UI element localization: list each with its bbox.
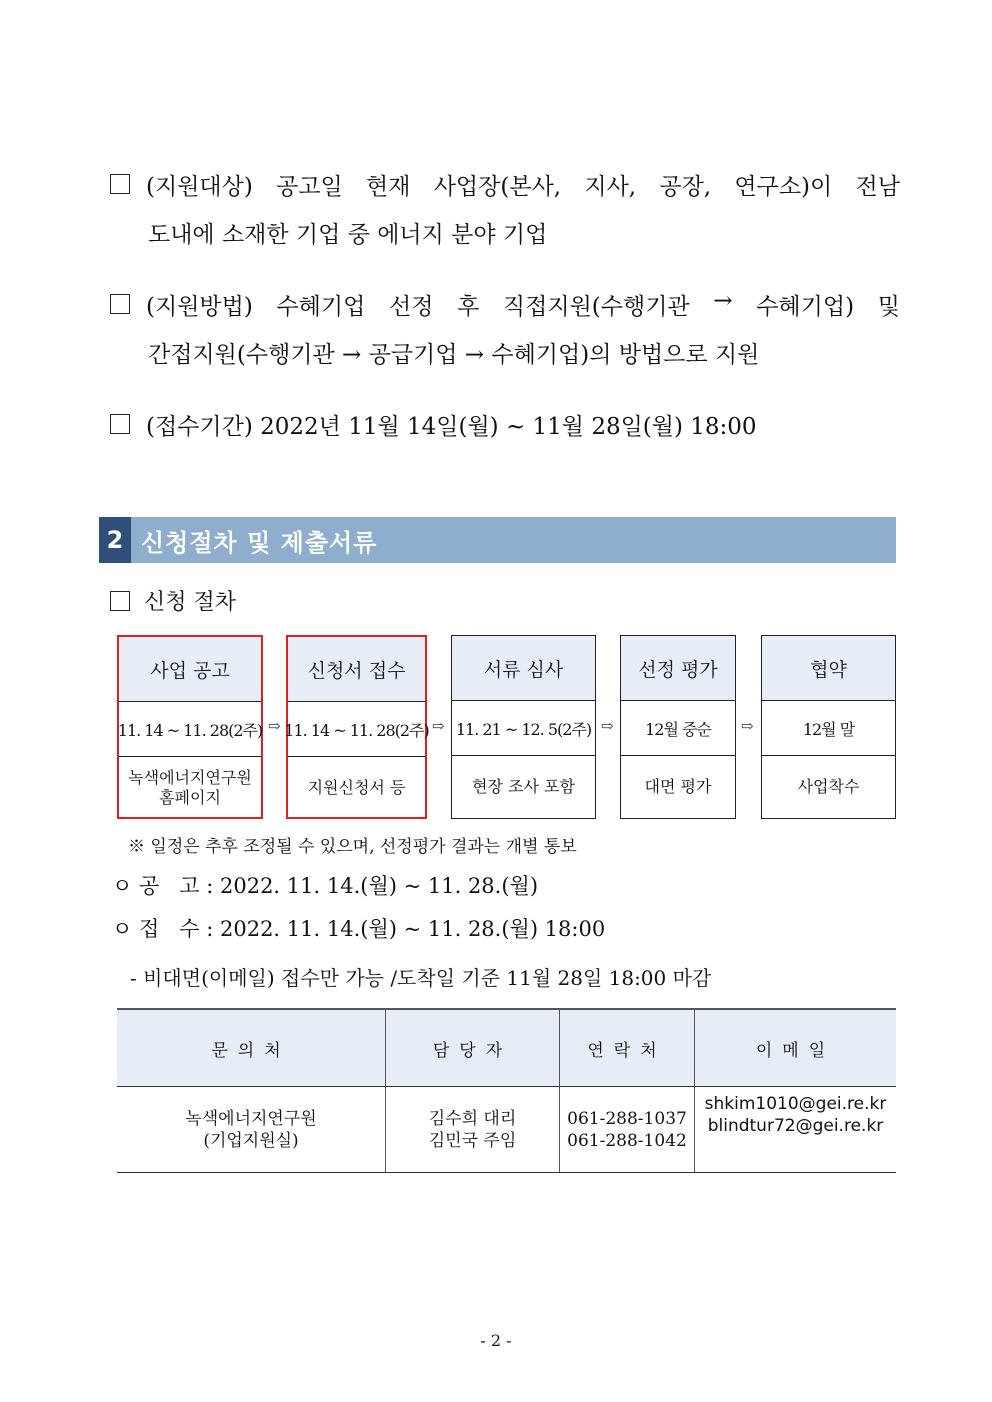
- step-selection: [620, 635, 736, 819]
- step-announcement: [117, 635, 263, 819]
- word: 수혜기업: [276, 293, 366, 320]
- step-desc: 현장 조사 포함: [472, 777, 575, 796]
- checkbox-icon: [110, 174, 130, 194]
- page-number: - 2 -: [480, 1331, 512, 1350]
- cell-phones: 061-288-1037 061-288-1042: [560, 1087, 695, 1173]
- arrow-icon: ⇨: [741, 717, 754, 735]
- word: 전남: [855, 173, 900, 200]
- contact-table: [117, 1008, 896, 1173]
- arrow-icon: ⇨: [268, 717, 281, 735]
- word: 공고일: [276, 173, 343, 200]
- item-period-line1: (접수기간) 2022년 11월 14일(월) ~ 11월 28일(월) 18:00: [146, 413, 757, 440]
- header-email: 이메일: [695, 1009, 897, 1087]
- step-date: 12월 말: [762, 701, 895, 756]
- submission-note: - 비대면(이메일) 접수만 가능 /도착일 기준 11월 28일 18:00 마감: [130, 966, 712, 990]
- word: 연구소)이: [734, 173, 833, 200]
- arrow-icon: ⇨: [601, 717, 614, 735]
- schedule-note: ※ 일정은 추후 조정될 수 있으며, 선정평가 결과는 개별 통보: [128, 837, 577, 857]
- schedule-announcement: ㅇ 공 고 : 2022. 11. 14.(월) ~ 11. 28.(월): [112, 874, 539, 898]
- step-date: 12월 중순: [621, 701, 735, 756]
- step-date: 11. 14 ~ 11. 28(2주): [288, 702, 425, 757]
- cell-persons: 김수희 대리 김민국 주임: [386, 1087, 560, 1173]
- header-phone: 연락처: [560, 1009, 695, 1087]
- step-document-review: [451, 635, 596, 819]
- step-date: 11. 21 ~ 12. 5(2주): [452, 701, 595, 756]
- section-title: 신청절차 및 제출서류: [141, 528, 378, 557]
- step-title: 선정 평가: [621, 636, 735, 701]
- item-method: [110, 286, 900, 368]
- arrow-icon: ⇨: [432, 717, 445, 735]
- header-org: 문의처: [117, 1009, 386, 1087]
- section-header: [99, 517, 896, 563]
- step-desc: 사업착수: [797, 777, 860, 796]
- word: →: [713, 287, 733, 314]
- step-application: [286, 635, 427, 819]
- step-title: 서류 심사: [452, 636, 595, 701]
- word: 수혜기업): [756, 293, 855, 320]
- cell-emails[interactable]: shkim1010@gei.re.kr blindtur72@gei.re.kr: [695, 1087, 897, 1173]
- schedule-application: ㅇ 접 수 : 2022. 11. 14.(월) ~ 11. 28.(월) 18:00: [112, 917, 606, 941]
- section-number: 2: [99, 517, 131, 563]
- word: 직접지원(수행기관: [502, 293, 690, 320]
- cell-org: 녹색에너지연구원 (기업지원실): [117, 1087, 386, 1173]
- step-desc: 녹색에너지연구원 홈페이지: [128, 768, 252, 807]
- checkbox-icon: [110, 294, 130, 314]
- checkbox-icon: [110, 591, 130, 611]
- header-person: 담당자: [386, 1009, 560, 1087]
- word: (지원대상): [146, 173, 253, 200]
- word: 공장,: [659, 173, 712, 200]
- word: 사업장(본사,: [433, 173, 562, 200]
- step-desc: 지원신청서 등: [307, 778, 406, 797]
- checkbox-icon: [110, 414, 130, 434]
- step-date: 11. 14 ~ 11. 28(2주): [119, 702, 261, 757]
- table-row: [117, 1087, 896, 1173]
- item-target-line2: 도내에 소재한 기업 중 에너지 분야 기업: [148, 222, 548, 248]
- item-target: [110, 166, 900, 248]
- item-target-line1: [146, 168, 900, 201]
- item-method-line1: [146, 288, 900, 321]
- step-agreement: [761, 635, 896, 819]
- sub-heading-text: 신청 절차: [144, 590, 237, 615]
- word: 지사,: [584, 173, 637, 200]
- step-title: 협약: [762, 636, 895, 701]
- word: 선정: [388, 293, 434, 320]
- word: 후: [457, 293, 480, 320]
- item-method-line2: 간접지원(수행기관 → 공급기업 → 수혜기업)의 방법으로 지원: [148, 342, 760, 368]
- step-title: 신청서 접수: [288, 637, 425, 702]
- item-period: [110, 406, 790, 442]
- word: (지원방법): [146, 293, 253, 320]
- word: 및: [877, 293, 900, 320]
- step-title: 사업 공고: [119, 637, 261, 702]
- sub-heading: [110, 585, 236, 616]
- step-desc: 대면 평가: [644, 777, 712, 796]
- word: 현재: [366, 173, 411, 200]
